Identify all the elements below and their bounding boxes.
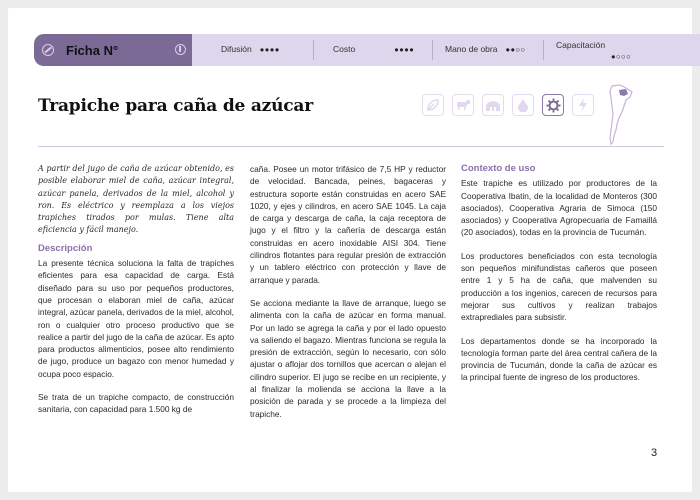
indicator-dots: ●●●● bbox=[394, 44, 415, 54]
page-number: 3 bbox=[651, 447, 658, 459]
indicator-capacitacion bbox=[556, 40, 605, 50]
water-drop-icon bbox=[512, 94, 534, 116]
indicator-costo bbox=[333, 44, 414, 54]
gear-icon bbox=[542, 94, 564, 116]
info-icon bbox=[175, 44, 186, 55]
paragraph: Los departamentos donde se ha incorporado la tecnología forman parte del área central cañera de la provincia de Tucumán, donde la caña de azúcar es la principal fuente de ingreso de los productores. bbox=[461, 335, 657, 383]
section-heading-descripcion: Descripción bbox=[38, 242, 93, 254]
intro-paragraph: A partir del jugo de caña de azúcar obtenido, es posible elaborar miel de caña, azúcar integral, azúcar panela, derivados de la miel, alcohol y ron. Es eléctrico y reemplaza a los viejos trapiches tirados por mulas. Tiene alta eficiencia y fácil manejo. bbox=[38, 164, 234, 235]
indicator-label: Costo bbox=[333, 44, 356, 54]
indicator-dots: ●●●● bbox=[259, 44, 280, 54]
indicator-label: Capacitación bbox=[556, 40, 606, 50]
page-title: Trapiche para caña de azúcar bbox=[38, 96, 313, 116]
indicator-mano-de-obra bbox=[445, 44, 526, 54]
paragraph: caña. Posee un motor trifásico de 7,5 HP y reductor de velocidad. Bancada, peines, bagaceras y estructura soporte están construidas en acero SAE 1020, y ejes y cilindros, en acero SAE 1045. La caja de carga y descarga de caña, la caja receptora de jugo y el filtro y la cañería de descarga están construidas en acero inoxidable AISI 304. Tiene cilindros flotantes para regular presión de extracción y un tablero eléctrico con protección y llave de arranque y parada. bbox=[250, 164, 446, 285]
cow-icon bbox=[452, 94, 474, 116]
paragraph: La presente técnica soluciona la falta de trapiches eficientes para esa capacidad de carga. Está diseñado para su uso por pequeños productores, que procesan o elaboran miel de caña, azúcar integral, azúcar panela, derivados de la miel, alcohol, ron o cualquier otro proceso productivo que se realice a partir del jugo de la caña de azúcar. Es apto para productos alimenticios, posee alto rendimiento de jugo, produce un bagazo con menor humedad y ocupa poco espacio. bbox=[38, 258, 234, 379]
indicator-label: Mano de obra bbox=[445, 44, 498, 54]
divider bbox=[432, 40, 433, 60]
indicator-capacitacion-dots bbox=[611, 52, 631, 61]
paragraph: Este trapiche es utilizado por productores de la Cooperativa Ibatin, de la localidad de Monteros (300 asociados), Cooperativa Agraria de Simoca (150 asociados) y Cooperativa Agropecuaria de Famaillá (20 asociados), todas en la provincia de Tucumán. bbox=[461, 178, 657, 238]
indicator-dots: ●○○○ bbox=[611, 52, 632, 61]
section-heading-contexto: Contexto de uso bbox=[461, 163, 536, 174]
divider bbox=[543, 40, 544, 60]
ficha-label: Ficha N° bbox=[66, 42, 119, 58]
argentina-map-icon bbox=[606, 84, 636, 146]
indicator-dots: ●●○○ bbox=[505, 44, 526, 54]
fold-icon bbox=[42, 44, 54, 56]
indicator-label: Difusión bbox=[221, 44, 252, 54]
column-2 bbox=[250, 163, 446, 431]
leaf-icon bbox=[422, 94, 444, 116]
column-1 bbox=[38, 163, 234, 427]
ficha-tab bbox=[34, 34, 192, 66]
paragraph: Se trata de un trapiche compacto, de construcción sanitaria, con capacidad para 1.500 kg de bbox=[38, 392, 234, 415]
divider bbox=[313, 40, 314, 60]
indicator-difusion bbox=[221, 44, 280, 54]
column-3 bbox=[461, 163, 657, 395]
lightning-icon bbox=[572, 94, 594, 116]
header-rule bbox=[38, 146, 664, 147]
paragraph: Se acciona mediante la llave de arranque, luego se alimenta con la caña de azúcar en forma manual. Por un lado se agrega la caña y por el lado opuesto va saliendo el bagazo. Mientras funciona se regula la presión de extracción, según lo necesario, con sólo ajustar o aflojar dos tornillos que acercan o alejan el cilindro superior. El jugo se recibe en un recipiente, y al finalizar la molienda se acciona la llave a la posición de parada y se procede a la limpieza del trapiche. bbox=[250, 297, 446, 419]
factory-icon bbox=[482, 94, 504, 116]
paragraph: Los productores beneficiados con esta tecnología son pequeños minifundistas cañeros que poseen entre 1 y 5 ha de caña, que malvenden su producción a los ingenios, carecen de recursos para mejorar sus cultivos y realizan trabajos extraprediales para subsistir. bbox=[461, 250, 657, 323]
